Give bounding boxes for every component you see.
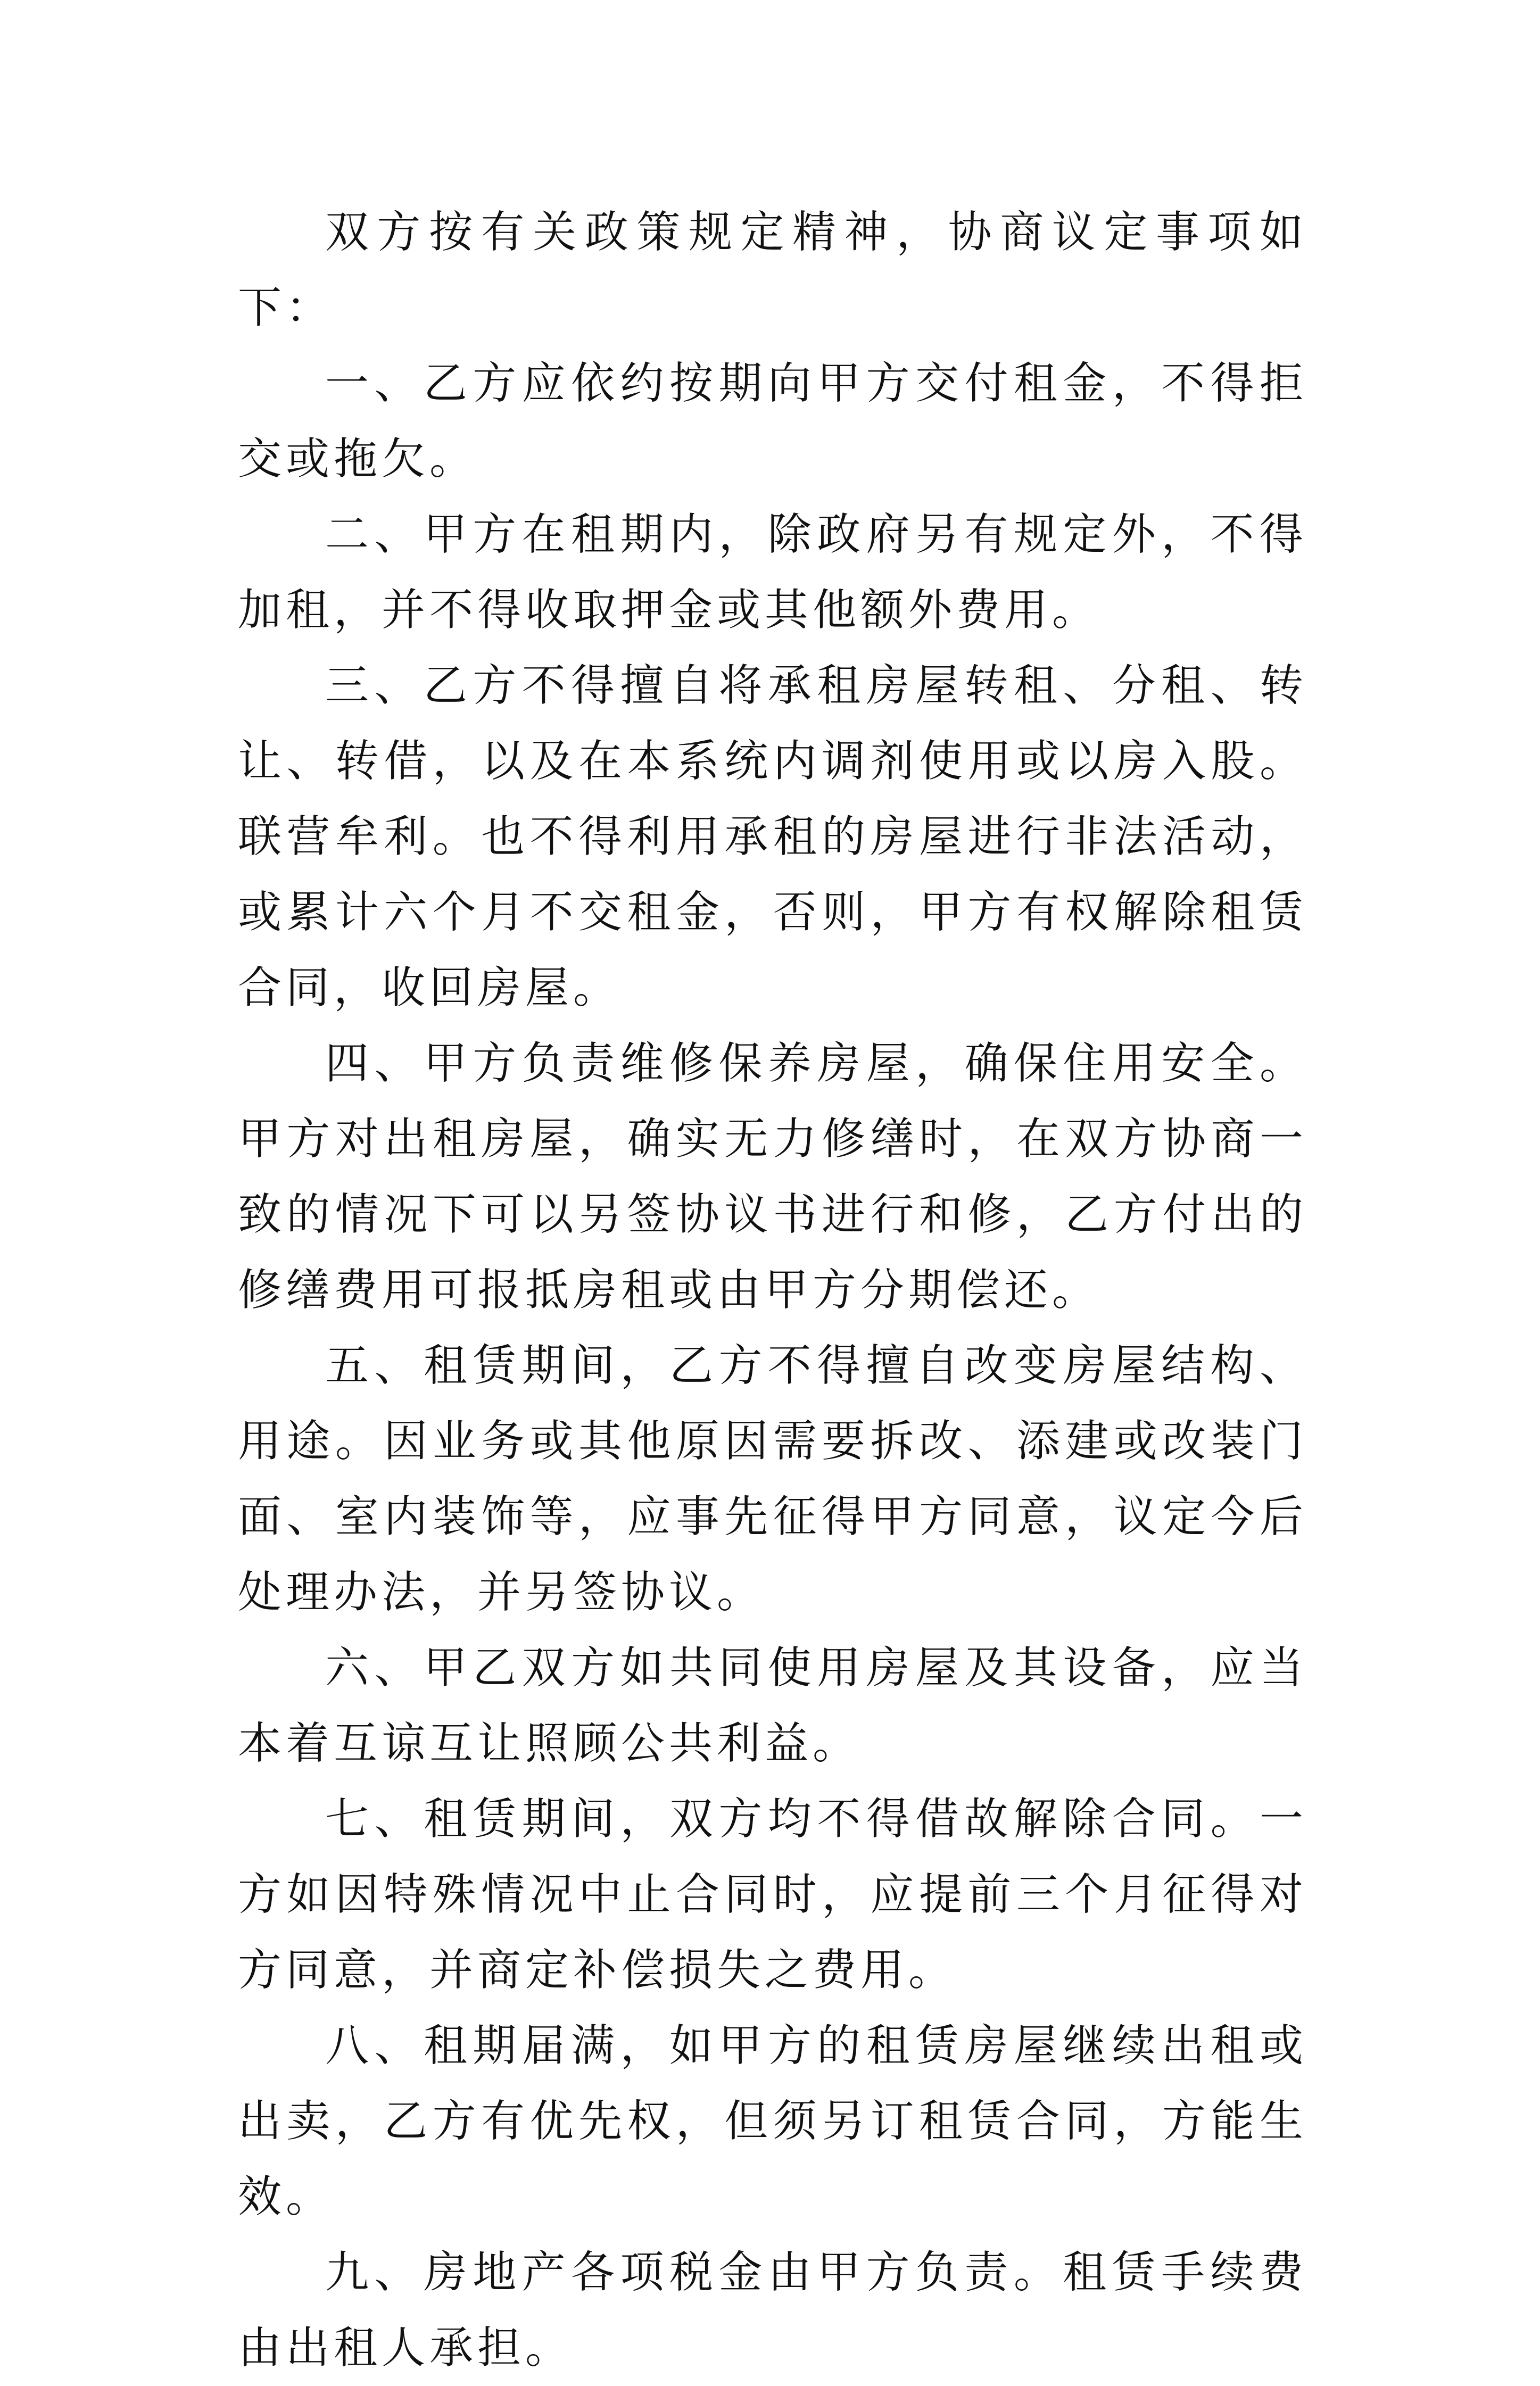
clause-5: 五、租赁期间，乙方不得擅自改变房屋结构、用途。因业务或其他原因需要拆改、添建或改装门面、室内装饰等，应事先征得甲方同意，议定今后处理办法，并另签协议。 (238, 1340, 1307, 1618)
clause-9: 九、房地产各项税金由甲方负责。租赁手续费由出租人承担。 (238, 2247, 1307, 2373)
clause-2: 二、甲方在租期内，除政府另有规定外，不得加租，并不得收取押金或其他额外费用。 (238, 509, 1307, 635)
clause-3: 三、乙方不得擅自将承租房屋转租、分租、转让、转借，以及在本系统内调剂使用或以房入股。联营牟利。也不得利用承租的房屋进行非法活动，或累计六个月不交租金，否则，甲方有权解除租赁合同，收回房屋。 (238, 660, 1307, 1013)
intro-paragraph: 双方按有关政策规定精神，协商议定事项如下： (238, 207, 1307, 333)
document-body (238, 195, 1307, 2386)
clause-1: 一、乙方应依约按期向甲方交付租金，不得拒交或拖欠。 (238, 358, 1307, 484)
clause-4: 四、甲方负责维修保养房屋，确保住用安全。甲方对出租房屋，确实无力修缮时，在双方协商一致的情况下可以另签协议书进行和修，乙方付出的修缮费用可报抵房租或由甲方分期偿还。 (238, 1038, 1307, 1315)
clause-8: 八、租期届满，如甲方的租赁房屋继续出租或出卖，乙方有优先权，但须另订租赁合同，方能生效。 (238, 2020, 1307, 2222)
clause-7: 七、租赁期间，双方均不得借故解除合同。一方如因特殊情况中止合同时，应提前三个月征得对方同意，并商定补偿损失之费用。 (238, 1794, 1307, 1995)
clause-6: 六、甲乙双方如共同使用房屋及其设备，应当本着互谅互让照顾公共利益。 (238, 1643, 1307, 1769)
